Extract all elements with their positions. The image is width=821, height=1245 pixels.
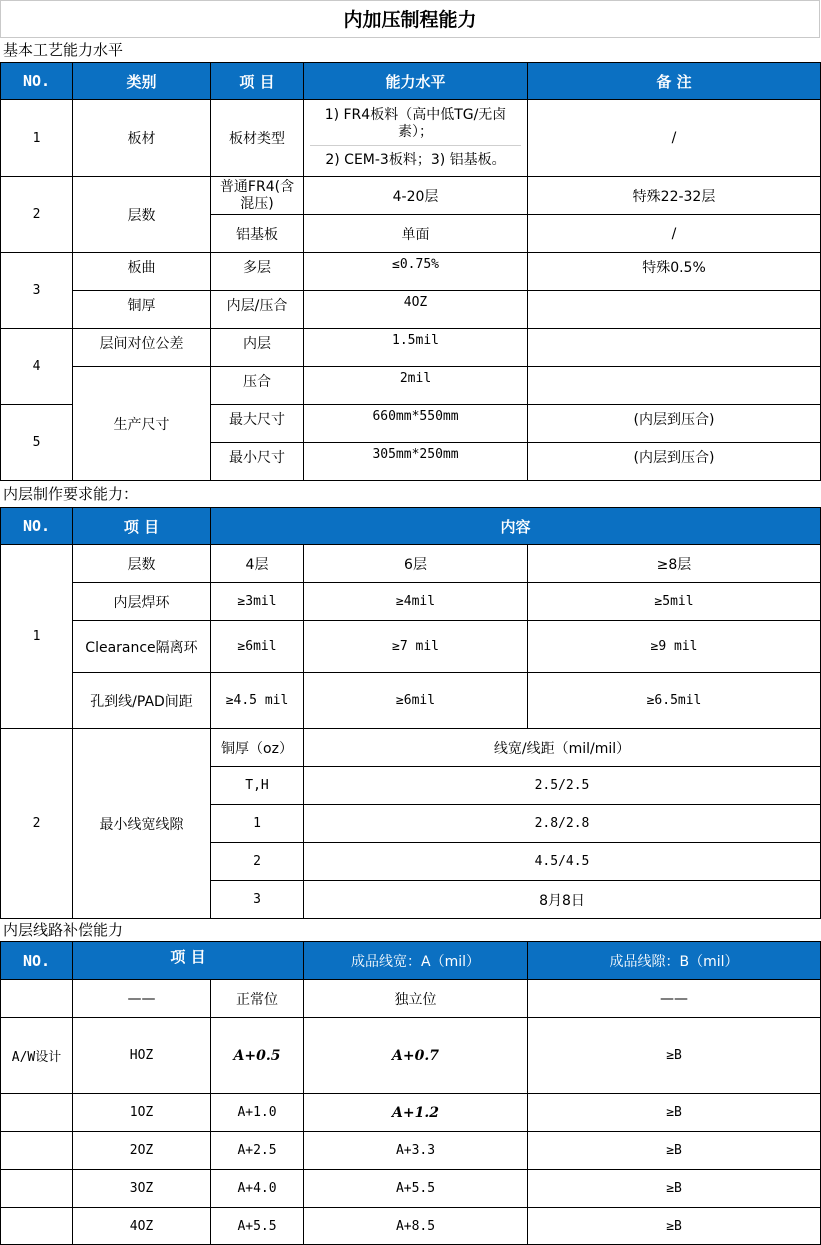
page-title: 内加压制程能力 [0, 0, 820, 38]
row-note: / [528, 100, 821, 177]
row-capability: 1.5mil [304, 329, 528, 367]
line-gap: ≥B [528, 1208, 821, 1245]
row-value-2: ≥6mil [304, 673, 528, 729]
copper-value: 2 [211, 843, 304, 881]
table-row [1, 253, 821, 291]
row-no: 3 [1, 253, 73, 329]
table-row [1, 100, 821, 177]
row-item: 最小尺寸 [211, 443, 304, 481]
row-category: 层数 [73, 177, 211, 253]
header-capability: 能力水平 [304, 63, 528, 100]
row-category: 生产尺寸 [73, 367, 211, 481]
copper-weight: 3OZ [73, 1170, 211, 1208]
blank-cell [1, 1132, 73, 1170]
header-line-width: 成品线宽：A（mil） [304, 942, 528, 980]
row-item: 最大尺寸 [211, 405, 304, 443]
row-note: / [528, 215, 821, 253]
section-basic-label: 基本工艺能力水平 [3, 41, 124, 59]
table-row [1, 980, 821, 1018]
table-row [1, 1170, 821, 1208]
row-note: (内层到压合) [528, 405, 821, 443]
row-capability: ≤0.75% [304, 253, 528, 291]
row-value-1: ≥6mil [211, 621, 304, 673]
row-note: 特殊22-32层 [528, 177, 821, 215]
copper-value: T,H [211, 767, 304, 805]
row-value-3: ≥6.5mil [528, 673, 821, 729]
table-row [1, 329, 821, 367]
row-no: 5 [1, 405, 73, 481]
row-value-3: ≥5mil [528, 583, 821, 621]
header-category: 类别 [73, 63, 211, 100]
table-header-row [1, 508, 821, 545]
header-no: NO. [1, 508, 73, 545]
table-header-row [1, 63, 821, 100]
header-item: 项 目 [211, 63, 304, 100]
row-item: 多层 [211, 253, 304, 291]
header-item: 项 目 [73, 942, 304, 980]
header-no: NO. [1, 942, 73, 980]
linewidth-value: 8月8日 [304, 881, 821, 919]
line-gap: ≥B [528, 1018, 821, 1094]
row-item: 层数 [73, 545, 211, 583]
table-row [1, 177, 821, 215]
subheader-copper: 铜厚（oz） [211, 729, 304, 767]
table-row [1, 673, 821, 729]
table-row [1, 583, 821, 621]
blank-cell [1, 1170, 73, 1208]
row-note [528, 329, 821, 367]
line-gap: ≥B [528, 1094, 821, 1132]
row-note: 特殊0.5% [528, 253, 821, 291]
isolated-position: A+8.5 [304, 1208, 528, 1245]
subheader-normal: 正常位 [211, 980, 304, 1018]
row-value-2: ≥7 mil [304, 621, 528, 673]
isolated-position: A+3.3 [304, 1132, 528, 1170]
linewidth-value: 4.5/4.5 [304, 843, 821, 881]
table-row [1, 367, 821, 405]
row-capability [304, 100, 528, 177]
row-value-1: ≥4.5 mil [211, 673, 304, 729]
row-capability: 4-20层 [304, 177, 528, 215]
normal-position: A+5.5 [211, 1208, 304, 1245]
row-item: 内层 [211, 329, 304, 367]
row-value-1: ≥3mil [211, 583, 304, 621]
basic-capability-table [0, 62, 821, 481]
copper-weight: 4OZ [73, 1208, 211, 1245]
row-item: 板材类型 [211, 100, 304, 177]
row-item: 内层焊环 [73, 583, 211, 621]
table-row [1, 1094, 821, 1132]
row-no: 1 [1, 100, 73, 177]
capability-line-1: 1) FR4板料（高中低TG/无卤素）； [310, 105, 521, 146]
row-item: 最小线宽线隙 [73, 729, 211, 919]
row-category: 层间对位公差 [73, 329, 211, 367]
copper-value: 1 [211, 805, 304, 843]
row-capability: 660mm*550mm [304, 405, 528, 443]
table-row [1, 1018, 821, 1094]
header-item: 项 目 [73, 508, 211, 545]
row-capability: 4OZ [304, 291, 528, 329]
copper-weight: HOZ [73, 1018, 211, 1094]
row-value-2: ≥4mil [304, 583, 528, 621]
table-row [1, 621, 821, 673]
row-no: 2 [1, 177, 73, 253]
table-row [1, 1208, 821, 1245]
table-header-row [1, 942, 821, 980]
row-value-3: ≥9 mil [528, 621, 821, 673]
row-no: 1 [1, 545, 73, 729]
row-item: 压合 [211, 367, 304, 405]
copper-value: 3 [211, 881, 304, 919]
linewidth-value: 2.5/2.5 [304, 767, 821, 805]
row-capability: 单面 [304, 215, 528, 253]
row-no: 4 [1, 329, 73, 405]
row-capability: 2mil [304, 367, 528, 405]
row-category: 板材 [73, 100, 211, 177]
header-line-gap: 成品线隙：B（mil） [528, 942, 821, 980]
row-value-2: 6层 [304, 545, 528, 583]
row-category: 铜厚 [73, 291, 211, 329]
table-row [1, 545, 821, 583]
section-compensation-label: 内层线路补偿能力 [3, 921, 124, 939]
table-row [1, 291, 821, 329]
blank-cell [1, 980, 73, 1018]
row-category: 板曲 [73, 253, 211, 291]
line-gap: ≥B [528, 1132, 821, 1170]
line-gap: ≥B [528, 1170, 821, 1208]
design-label: A/W设计 [1, 1018, 73, 1094]
row-value-1: 4层 [211, 545, 304, 583]
section-inner-layer-label: 内层制作要求能力： [3, 485, 139, 503]
row-value-3: ≥8层 [528, 545, 821, 583]
linewidth-value: 2.8/2.8 [304, 805, 821, 843]
row-no: 2 [1, 729, 73, 919]
header-no: NO. [1, 63, 73, 100]
row-capability: 305mm*250mm [304, 443, 528, 481]
row-item: 孔到线/PAD间距 [73, 673, 211, 729]
row-item: 普通FR4(含混压) [211, 177, 304, 215]
normal-position: A+1.0 [211, 1094, 304, 1132]
row-note [528, 367, 821, 405]
inner-layer-table [0, 507, 821, 919]
row-item: 铝基板 [211, 215, 304, 253]
isolated-position: A+0.7 [304, 1018, 528, 1094]
header-content: 内容 [211, 508, 821, 545]
blank-cell [1, 1208, 73, 1245]
isolated-position: A+5.5 [304, 1170, 528, 1208]
table-row [1, 1132, 821, 1170]
normal-position: A+2.5 [211, 1132, 304, 1170]
copper-weight: 1OZ [73, 1094, 211, 1132]
normal-position: A+0.5 [211, 1018, 304, 1094]
row-note [528, 291, 821, 329]
subheader-isolated: 独立位 [304, 980, 528, 1018]
table-row [1, 729, 821, 767]
subheader-dash: —— [528, 980, 821, 1018]
normal-position: A+4.0 [211, 1170, 304, 1208]
row-item: 内层/压合 [211, 291, 304, 329]
copper-weight: 2OZ [73, 1132, 211, 1170]
blank-cell [1, 1094, 73, 1132]
row-note: (内层到压合) [528, 443, 821, 481]
capability-line-2: 2) CEM-3板料；3) 铝基板。 [325, 152, 506, 168]
isolated-position: A+1.2 [304, 1094, 528, 1132]
subheader-dash: —— [73, 980, 211, 1018]
header-note: 备 注 [528, 63, 821, 100]
compensation-table [0, 941, 821, 1245]
row-item: Clearance隔离环 [73, 621, 211, 673]
subheader-linewidth: 线宽/线距（mil/mil） [304, 729, 821, 767]
